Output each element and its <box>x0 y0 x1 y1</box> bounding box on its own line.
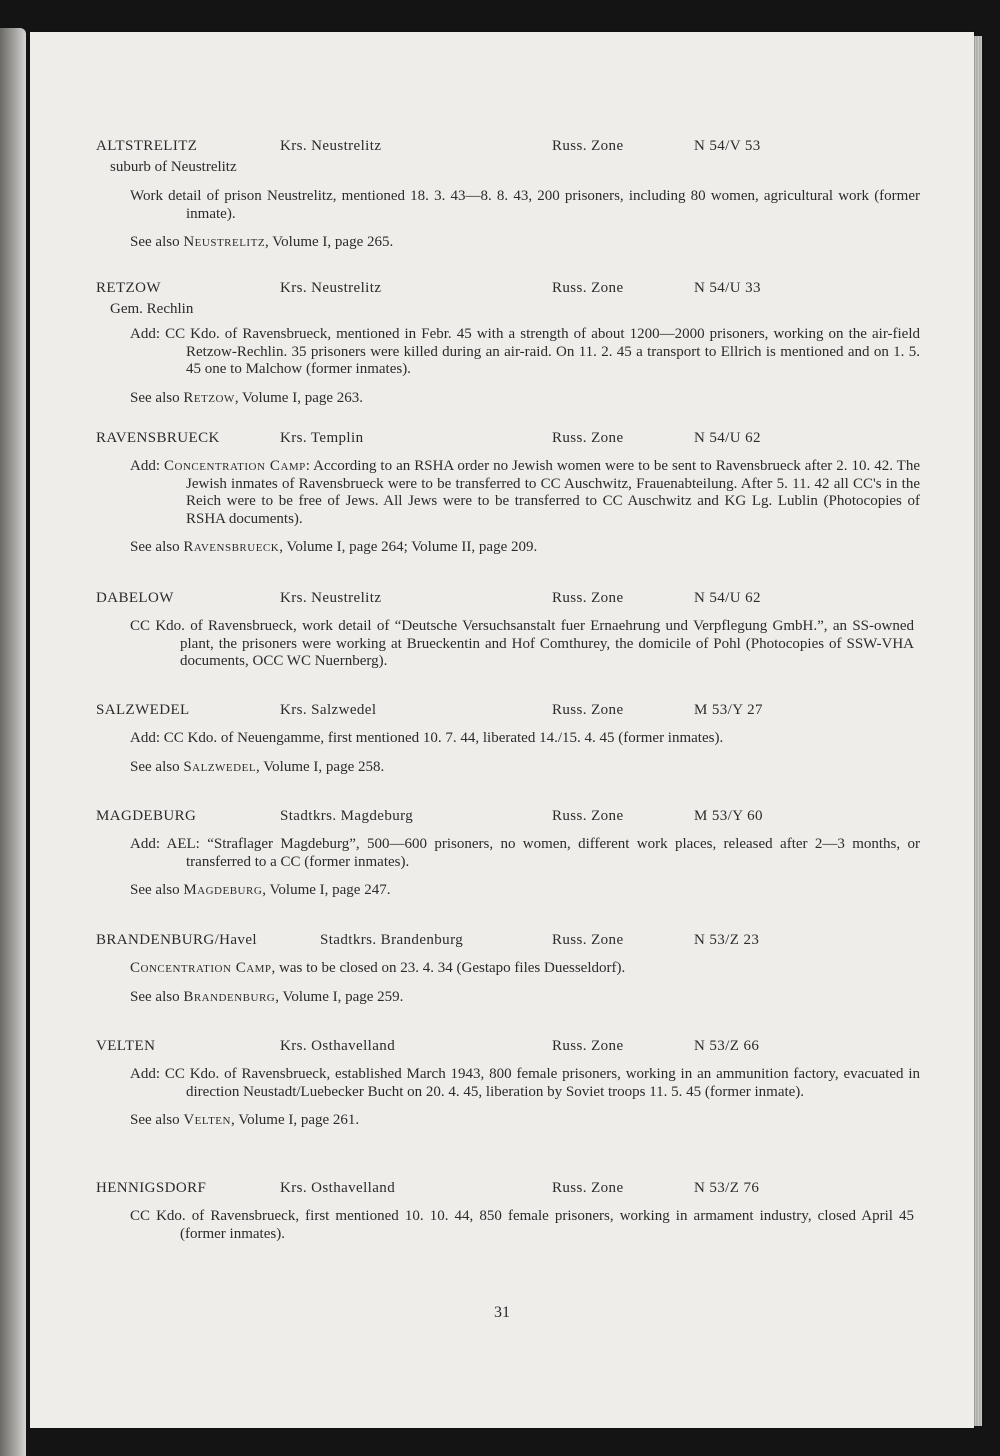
district: Krs. Osthavelland <box>280 1180 396 1196</box>
place-name: BRANDENBURG/Havel <box>96 932 257 948</box>
entry-header <box>30 932 974 952</box>
district: Krs. Salzwedel <box>280 702 377 718</box>
page-number: 31 <box>494 1304 510 1321</box>
zone: Russ. Zone <box>552 932 624 948</box>
zone: Russ. Zone <box>552 280 624 296</box>
place-name: SALZWEDEL <box>96 702 190 718</box>
document-page <box>30 32 974 1428</box>
district: Krs. Osthavelland <box>280 1038 396 1054</box>
grid-reference: M 53/Y 27 <box>694 702 763 718</box>
zone: Russ. Zone <box>552 1038 624 1054</box>
district: Stadtkrs. Magdeburg <box>280 808 414 824</box>
entry-ravensbrueck <box>30 430 974 556</box>
grid-reference: N 54/V 53 <box>694 138 761 154</box>
zone: Russ. Zone <box>552 702 624 718</box>
see-also-name: Neustrelitz <box>183 234 266 250</box>
grid-reference: M 53/Y 60 <box>694 808 763 824</box>
district: Stadtkrs. Brandenburg <box>320 932 464 948</box>
see-also: See also Magdeburg, Volume I, page 247. <box>130 882 391 898</box>
see-also: See also Retzow, Volume I, page 263. <box>130 389 364 406</box>
district: Krs. Neustrelitz <box>280 590 382 606</box>
entry-header <box>30 590 974 610</box>
entry-dabelow <box>30 590 974 671</box>
entry-text: Add: AEL: “Straflager Magdeburg”, 500—600 prisoners, no women, different work places, released after 2—3 months, or transferred to a CC (former inmates). <box>130 836 920 870</box>
entry-salzwedel <box>30 702 974 776</box>
grid-reference: N 54/U 62 <box>694 430 761 446</box>
zone: Russ. Zone <box>552 808 624 824</box>
see-also-name: Salzwedel <box>183 758 257 775</box>
entry-text: Concentration Camp, was to be closed on 23. 4. 34 (Gestapo files Duesseldorf). <box>130 960 626 976</box>
grid-reference: N 53/Z 23 <box>694 932 760 948</box>
facing-page-edge <box>0 28 26 1456</box>
grid-reference: N 53/Z 66 <box>694 1038 760 1054</box>
zone: Russ. Zone <box>552 1180 624 1196</box>
entry-header <box>30 808 974 828</box>
place-subtitle: suburb of Neustrelitz <box>110 159 237 175</box>
see-also: See also Ravensbrueck, Volume I, page 264; Volume II, page 209. <box>130 539 538 555</box>
entry-header <box>30 280 974 300</box>
see-also-name: Velten <box>183 1112 231 1128</box>
entry-velten <box>30 1038 974 1129</box>
entry-magdeburg <box>30 808 974 899</box>
see-also: See also Brandenburg, Volume I, page 259. <box>130 988 404 1005</box>
entry-header <box>30 1038 974 1058</box>
place-name: RETZOW <box>96 280 161 296</box>
grid-reference: N 53/Z 76 <box>694 1180 760 1196</box>
grid-reference: N 54/U 62 <box>694 590 761 606</box>
see-also-name: Ravensbrueck <box>183 539 280 555</box>
see-also: See also Neustrelitz, Volume I, page 265. <box>130 234 394 250</box>
entry-brandenburg <box>30 932 974 1006</box>
entry-header <box>30 702 974 722</box>
entry-altstrelitz <box>30 138 974 251</box>
entry-header <box>30 138 974 158</box>
entry-text: Add: CC Kdo. of Neuengamme, first mentioned 10. 7. 44, liberated 14./15. 4. 45 (former inmates). <box>130 730 724 746</box>
zone: Russ. Zone <box>552 138 624 154</box>
entry-text: Add: CC Kdo. of Ravensbrueck, established March 1943, 800 female prisoners, working in an ammunition factory, evacuated in direction Neustadt/Luebecker Bucht on 20. 4. 45, liberation by Soviet troops 11. 5. 45 (former inmate). <box>130 1066 920 1100</box>
entry-hennigsdorf <box>30 1180 974 1243</box>
place-name: ALTSTRELITZ <box>96 138 198 154</box>
grid-reference: N 54/U 33 <box>694 280 761 296</box>
district: Krs. Neustrelitz <box>280 138 382 154</box>
entry-retzow <box>30 280 974 407</box>
place-name: HENNIGSDORF <box>96 1180 207 1196</box>
place-name: MAGDEBURG <box>96 808 197 824</box>
entry-text: Add: Concentration Camp: According to an RSHA order no Jewish women were to be sent to Ravensbrueck after 2. 10. 42. The Jewish inmates of Ravensbrueck were to be transferred to CC Auschwitz, Frauenabteilung. After 5. 11. 42 all CC's in the Reich were to be free of Jews. All Jews were to be transferred to CC Auschwitz and KG Lg. Lublin (Photocopies of RSHA documents). <box>130 458 921 527</box>
place-subtitle: Gem. Rechlin <box>110 301 194 317</box>
zone: Russ. Zone <box>552 590 624 606</box>
district: Krs. Templin <box>280 430 364 446</box>
entry-text: CC Kdo. of Ravensbrueck, first mentioned 10. 10. 44, 850 female prisoners, working in armament industry, closed April 45 (former inmates). <box>130 1208 914 1242</box>
see-also-name: Retzow <box>183 389 235 406</box>
entry-text: CC Kdo. of Ravensbrueck, work detail of “Deutsche Versuchsanstalt fuer Ernaehrung und Verpflegung GmbH.”, an SS-owned plant, the prisoners were working at Brueckentin and Hof Comthurey, the domicile of Pohl (Photocopies of SSW-VHA documents, OCC WC Nuernberg). <box>130 618 914 669</box>
entry-header <box>30 430 974 450</box>
district: Krs. Neustrelitz <box>280 280 382 296</box>
see-also-name: Brandenburg <box>183 988 276 1005</box>
place-name: VELTEN <box>96 1038 156 1054</box>
place-name: DABELOW <box>96 590 174 606</box>
zone: Russ. Zone <box>552 430 624 446</box>
entry-header <box>30 1180 974 1200</box>
entry-text: Add: CC Kdo. of Ravensbrueck, mentioned in Febr. 45 with a strength of about 1200—2000 prisoners, working on the air-field Retzow-Rechlin. 35 prisoners were killed during an air-raid. On 11. 2. 45 a transport to Ellrich is mentioned and on 1. 5. 45 one to Malchow (former inmates). <box>130 326 920 377</box>
place-name: RAVENSBRUECK <box>96 430 220 446</box>
entry-text: Work detail of prison Neustrelitz, mentioned 18. 3. 43—8. 8. 43, 200 prisoners, including 80 women, agricultural work (former inmate). <box>130 188 920 222</box>
see-also: See also Salzwedel, Volume I, page 258. <box>130 758 385 775</box>
see-also-name: Magdeburg <box>183 882 263 898</box>
see-also: See also Velten, Volume I, page 261. <box>130 1112 360 1128</box>
